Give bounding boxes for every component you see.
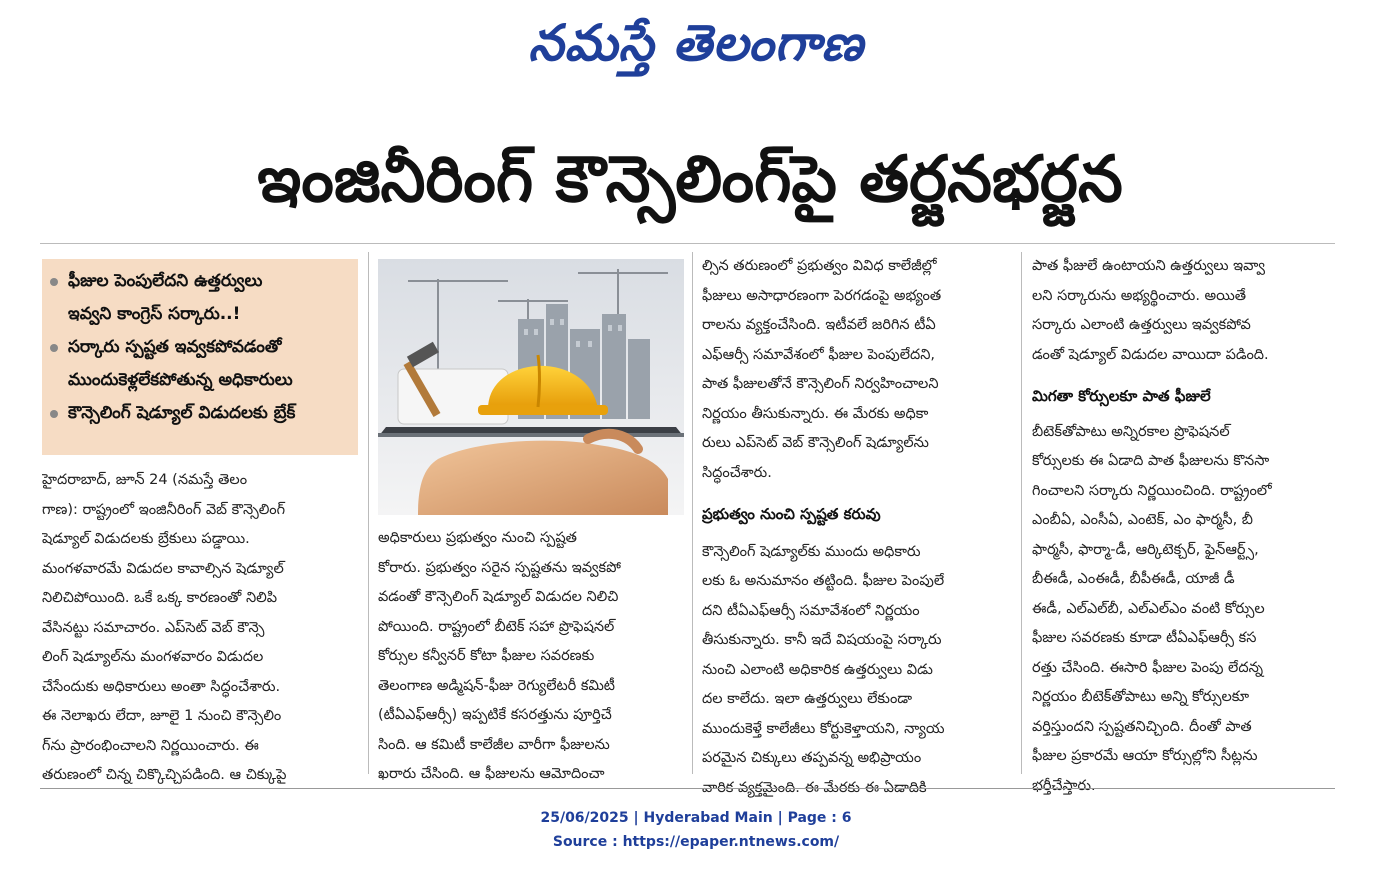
text-line: రులు ఎప్‌సెట్ వెబ్ కౌన్సెలింగ్ షెడ్యూల్‌ను xyxy=(702,435,929,451)
text-line: కోరారు. ప్రభుత్వం సరైన స్పష్టతను ఇవ్వకపో xyxy=(378,559,621,576)
top-divider xyxy=(40,243,1335,244)
text-line: ఎంబీఏ, ఎంసీఏ, ఎంటెక్, ఎం ఫార్మసీ, బీ xyxy=(1032,512,1253,528)
text-line: నిర్ణయం బీటెక్‌తోపాటు అన్ని కోర్సులకూ xyxy=(1032,689,1250,705)
text-line: వడంతో కౌన్సెలింగ్ షెడ్యూల్ విడుదల నిలిచి xyxy=(378,589,619,605)
bullet-icon xyxy=(50,410,58,418)
highlight-text: సర్కారు స్పష్టత ఇవ్వకపోవడంతో xyxy=(68,337,282,357)
text-line: గ్‌ను ప్రారంభించాలని నిర్ణయించారు. ఈ xyxy=(42,737,259,754)
text-line: ఫీజుల ప్రకారమే ఆయా కోర్సుల్లోని సీట్లను xyxy=(1032,748,1258,764)
text-line: కౌన్సెలింగ్ షెడ్యూల్‌కు ముందు అధికారు xyxy=(702,543,921,560)
text-line: చేసేందుకు అధికారులు అంతా సిద్ధంచేశారు. xyxy=(42,678,281,695)
article-column-4 xyxy=(1032,252,1337,801)
text-line: పరమైన చిక్కులు తప్పవన్న అభిప్రాయం xyxy=(702,750,922,766)
text-line: ల్సిన తరుణంలో ప్రభుత్వం వివిధ కాలేజీల్లో xyxy=(702,258,937,274)
text-line: లకు ఓ అనుమానం తట్టింది. ఫీజుల పెంపులే xyxy=(702,573,945,589)
text-line: కోర్సులకు ఈ ఏడాది పాత ఫీజులను కొనసా xyxy=(1032,453,1270,469)
text-line: లింగ్ షెడ్యూల్‌ను మంగళవారం విడుదల xyxy=(42,649,264,665)
text-line: నుంచి ఎలాంటి అధికారిక ఉత్తర్వులు విడు xyxy=(702,661,933,678)
column-divider xyxy=(1021,252,1022,774)
text-line: ఫీజుల సవరణకు కూడా టీఏఎఫ్‌ఆర్సీ కస xyxy=(1032,630,1257,646)
text-line: నిలిచిపోయింది. ఒకే ఒక్క కారణంతో నిలిపి xyxy=(42,590,278,606)
highlight-text: ముందుకెళ్లలేకపోతున్న అధికారులు xyxy=(68,370,293,390)
section-subhead: ప్రభుత్వం నుంచి స్పష్టత కరువు xyxy=(702,505,881,523)
text-line: నిర్ణయం తీసుకున్నారు. ఈ మేరకు అధికా xyxy=(702,405,929,422)
article-headline: ఇంజినీరింగ్ కౌన్సెలింగ్‌పై తర్జనభర్జన xyxy=(257,143,1123,217)
highlight-text: ఫీజుల పెంపులేదని ఉత్తర్వులు xyxy=(68,271,263,291)
article-column-1 xyxy=(42,466,360,791)
text-line: కోర్సుల కన్వీనర్ కోటా ఫీజుల సవరణకు xyxy=(378,648,595,664)
highlight-item xyxy=(42,397,358,430)
text-line: పాత ఫీజులే ఉంటాయని ఉత్తర్వులు ఇవ్వా xyxy=(1032,258,1265,274)
highlight-text: ఇవ్వని కాంగ్రెస్ సర్కారు..! xyxy=(68,304,241,324)
bullet-icon xyxy=(50,278,58,286)
text-line: రాలను వ్యక్తంచేసింది. ఇటీవలే జరిగిన టీఏ xyxy=(702,317,936,333)
text-line: బీఈడీ, ఎంఈడీ, బీపీఈడీ, యాజీ డీ xyxy=(1032,571,1235,587)
text-line: పాత ఫీజులతోనే కౌన్సెలింగ్ నిర్వహించాలని xyxy=(702,376,939,392)
highlight-text: కౌన్సెలింగ్ షెడ్యూల్ విడుదలకు బ్రేక్ xyxy=(68,403,296,423)
text-line: హైదరాబాద్, జూన్ 24 (నమస్తే తెలం xyxy=(42,472,248,488)
text-line: తరుణంలో చిన్న చిక్కొచ్చిపడింది. ఆ చిక్కుపై xyxy=(42,767,287,783)
newspaper-masthead: నమస్తే తెలంగాణ xyxy=(528,14,864,72)
text-line: ఎఫ్‌ఆర్సీ సమావేశంలో ఫీజుల పెంపులేదని, xyxy=(702,346,936,363)
text-line: భర్తీచేస్తారు. xyxy=(1032,777,1096,794)
column-divider xyxy=(692,252,693,774)
highlights-box xyxy=(42,259,358,455)
text-line: సర్కారు ఎలాంటి ఉత్తర్వులు ఇవ్వకపోవ xyxy=(1032,317,1251,333)
highlight-item xyxy=(42,265,358,298)
text-line: వర్తిస్తుందని స్పష్టతనిచ్చింది. దీంతో పాత xyxy=(1032,718,1252,735)
page-info-footer: 25/06/2025 | Hyderabad Main | Page : 6 xyxy=(540,810,852,826)
article-photo xyxy=(378,259,684,515)
text-line: పోయింది. రాష్ట్రంలో బీటెక్ సహా ప్రొఫెషనల్ xyxy=(378,618,615,635)
text-line: రత్తు చేసింది. ఈసారి ఫీజుల పెంపు లేదన్న xyxy=(1032,659,1264,676)
text-line: బీటెక్‌తోపాటు అన్నిరకాల ప్రొఫెషనల్ xyxy=(1032,423,1230,440)
text-line: ఫార్మసీ, ఫార్మా-డీ, ఆర్కిటెక్చర్, ఫైన్‌ఆర్ట్స్, xyxy=(1032,541,1259,558)
text-line: వారిక వ్యక్తమైంది. ఈ మేరకు ఈ ఏడాదికి xyxy=(702,779,927,796)
text-line: (టీఏఎఫ్‌ఆర్సీ) ఇప్పటికే కసరత్తును పూర్తిచే xyxy=(378,707,612,723)
text-line: ఈ నెలాఖరు లేదా, జూలై 1 నుంచి కౌన్సెలిం xyxy=(42,708,282,724)
text-line: దల కాలేదు. ఇలా ఉత్తర్వులు లేకుండా xyxy=(702,691,913,707)
text-line: సింది. ఆ కమిటీ కాలేజీల వారీగా ఫీజులను xyxy=(378,736,610,753)
text-line: ఈడీ, ఎల్‌ఎల్‌బీ, ఎల్‌ఎల్‌ఎం వంటి కోర్సుల xyxy=(1032,600,1265,617)
text-line: గాణ): రాష్ట్రంలో ఇంజినీరింగ్ వెబ్ కౌన్సెలింగ్ xyxy=(42,501,286,518)
text-line: తీసుకున్నారు. కానీ ఇదే విషయంపై సర్కారు xyxy=(702,632,942,648)
text-line: షెడ్యూల్ విడుదలకు బ్రేకులు పడ్డాయి. xyxy=(42,531,250,547)
text-line: లని సర్కారును అభ్యర్థించారు. అయితే xyxy=(1032,287,1247,304)
bottom-divider xyxy=(40,788,1335,789)
section-subhead: మిగతా కోర్సులకూ పాత ఫీజులే xyxy=(1032,387,1211,405)
article-column-3 xyxy=(702,252,1012,803)
text-line: మంగళవారమే విడుదల కావాల్సిన షెడ్యూల్ xyxy=(42,560,284,577)
text-line: తెలంగాణ అడ్మిషన్-ఫీజు రెగ్యులేటరీ కమిటీ xyxy=(378,677,615,694)
text-line: డంతో షెడ్యూల్ విడుదల వాయిదా పడింది. xyxy=(1032,346,1269,363)
bullet-icon xyxy=(50,344,58,352)
text-line: వేసినట్టు సమాచారం. ఎప్‌సెట్ వెబ్ కౌన్సె xyxy=(42,619,265,636)
highlight-item xyxy=(42,331,358,364)
text-line: ముందుకెళ్తే కాలేజీలు కోర్టుకెళ్తాయని, న్యాయ xyxy=(702,720,945,737)
article-column-2 xyxy=(378,524,684,790)
text-line: సిద్ధంచేశారు. xyxy=(702,464,772,481)
column-divider xyxy=(368,252,369,774)
construction-helmet-illustration xyxy=(378,259,684,515)
text-line: అధికారులు ప్రభుత్వం నుంచి స్పష్టత xyxy=(378,530,577,546)
text-line: ఫీజులు అసాధారణంగా పెరగడంపై అభ్యంత xyxy=(702,287,942,304)
text-line: దని టీఏఎఫ్‌ఆర్సీ సమావేశంలో నిర్ణయం xyxy=(702,602,920,619)
source-url[interactable]: Source : https://epaper.ntnews.com/ xyxy=(552,834,840,850)
text-line: ఖరారు చేసింది. ఆ ఫీజులను ఆమోదించా xyxy=(378,766,605,782)
text-line: గించాలని సర్కారు నిర్ణయించింది. రాష్ట్రంలో xyxy=(1032,482,1272,499)
